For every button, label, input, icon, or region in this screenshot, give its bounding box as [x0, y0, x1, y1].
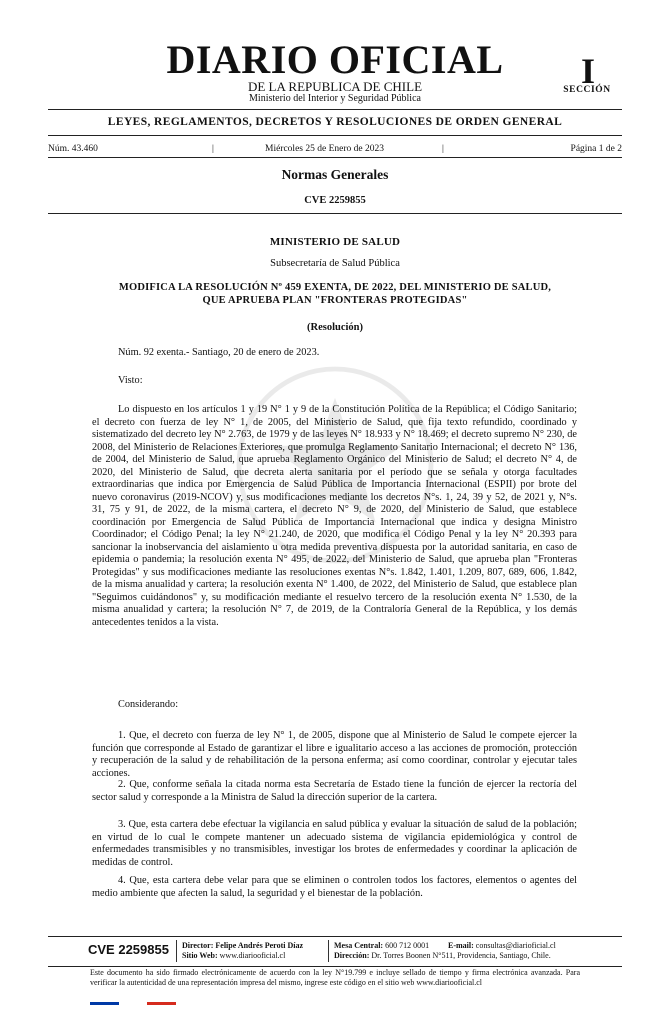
divider	[176, 940, 177, 962]
masthead-subtitle: DE LA REPUBLICA DE CHILE	[247, 79, 423, 94]
footer-cve: CVE 2259855	[88, 942, 169, 957]
address-label: Dirección:	[334, 951, 370, 960]
chile-flag-stripe	[90, 992, 176, 995]
email-label: E-mail:	[448, 941, 474, 950]
footer-email	[448, 941, 556, 951]
considerando-item: 2. Que, conforme señala la citada norma esta Secretaría de Estado tiene la función de ejercer la rectoría del sector salud y corresponde a la Ministra de Salud la dirección superior de la cartera.	[92, 779, 577, 803]
flag-blue	[90, 1002, 119, 1005]
divider	[48, 157, 622, 158]
section-number: I	[580, 51, 595, 91]
document-title: MODIFICA LA RESOLUCIÓN Nº 459 EXENTA, DE 2022, DEL MINISTERIO DE SALUD, QUE APRUEBA PLAN "FRONTERAS PROTEGIDAS"	[118, 282, 552, 306]
page-indicator: Página 1 de 2	[570, 144, 622, 154]
flag-white	[119, 1002, 147, 1005]
section-label: SECCIÓN	[563, 85, 611, 95]
footer-address	[334, 951, 551, 961]
footer-phone	[334, 941, 429, 951]
subsecretariat: Subsecretaría de Salud Pública	[270, 258, 400, 269]
considerando-item: 4. Que, esta cartera debe velar para que se eliminen o controlen todos los factores, elementos o agentes del medio ambiente que afecten la salud, la seguridad y el bienestar de la población.	[92, 875, 577, 899]
visto-body: Lo dispuesto en los artículos 1 y 19 N° 1 y 9 de la Constitución Política de la República; el Código Sanitario; el decreto con fuerza de ley N° 1, de 2005, del Ministerio de Salud, que fija texto refundido, coordinado y sistematizado del decreto ley N° 2.763, de 1979 y de las leyes N° 18.933 y N° 18.469; el decreto supremo N° 230, de 2008, del Ministerio de Relaciones Exteriores, que promulga Reglamento Sanitario Internacional; el decreto N° 136, de 2004, del Ministerio de Salud, que aprueba Reglamento Orgánico del Ministerio de Salud; el decreto N° 4, de 2020, del Ministerio de Salud, que decreta alerta sanitaria por el período que se señala y otorga facultades extraordinarias que indica por Emergencia de Salud Pública de Importancia Internacional (ESPII) por brote del nuevo coronavirus (2019-NCOV) y, sus modificaciones mediante los decretos N°s. 1, 24, 39 y 52, de 2021 y, N°s. 31, 75 y 91, de 2022, de la misma cartera, el decreto N° 9, de 2020, del Ministerio de Salud, que establece coordinación por Emergencia de Salud Pública de Importancia Internacional que indica y designa Ministro Coordinador; el Código Penal; la ley N° 21.240, de 2020, que modifica el Código Penal y la ley N° 20.393 para sancionar la inobservancia del aislamiento u otra medida preventiva dispuesta por la autoridad sanitaria, en caso de epidemia o pandemia; la resolución exenta N° 495, de 2022, del Ministerio de Salud, que aprueba plan "Fronteras Protegidas" y sus modificaciones mediante las resoluciones exentas N°s. 1.842, 1.401, 1.209, 807, 689, 606, 1.842, de la misma anualidad y cartera; la resolución exenta N° 1.400, de 2022, del Ministerio de Salud, que establece plan "Seguimos cuidándonos" y, su modificación mediante el resuelvo tercero de la resolución exenta N° 1.530, de la misma anualidad y cartera; la resolución N° 7, de 2019, de la Contraloría General de la República, y los demás antecedentes tenidos a la vista.	[92, 404, 577, 628]
divider	[48, 135, 622, 136]
cve-heading: CVE 2259855	[304, 195, 366, 206]
email-link[interactable]: consultas@diarioficial.cl	[475, 941, 556, 950]
footer-info	[48, 940, 622, 966]
considerando-item: 1. Que, el decreto con fuerza de ley N° 1, de 2005, dispone que al Ministerio de Salud le compete ejercer la función que corresponde al Estado de garantizar el libre e igualitario acceso a las acciones de promoción, protección y recuperación de la salud y de rehabilitación de la persona enferma; así como coordinar, controlar y ejecutar tales acciones.	[92, 730, 577, 779]
divider	[48, 109, 622, 110]
flag-red	[147, 1002, 176, 1005]
resolution-number-line: Núm. 92 exenta.- Santiago, 20 de enero de 2023.	[118, 347, 320, 358]
director-label: Director:	[182, 941, 214, 950]
address-value: Dr. Torres Boonen N°511, Providencia, Santiago, Chile.	[371, 951, 551, 960]
footer-signature-note: Este documento ha sido firmado electrónicamente de acuerdo con la ley N°19.799 e incluye sellado de tiempo y firma electrónica avanzada. Para verificar la autenticidad de una representación impresa del mismo, ingrese este código en el sitio web www.diariooficial.cl	[90, 968, 580, 987]
issue-number: Núm. 43.460	[48, 144, 98, 154]
laws-bar: LEYES, REGLAMENTOS, DECRETOS Y RESOLUCIONES DE ORDEN GENERAL	[107, 116, 563, 128]
visto-heading: Visto:	[118, 375, 143, 386]
ministry-heading: MINISTERIO DE SALUD	[269, 236, 401, 248]
phone-value: 600 712 0001	[385, 941, 430, 950]
divider	[328, 940, 329, 962]
separator: |	[212, 144, 214, 154]
web-label: Sitio Web:	[182, 951, 218, 960]
director-value: Felipe Andrés Peroti Díaz	[215, 941, 304, 950]
web-link[interactable]: www.diariooficial.cl	[219, 951, 286, 960]
divider	[48, 213, 622, 214]
issue-date: Miércoles 25 de Enero de 2023	[265, 144, 384, 154]
section-heading: Normas Generales	[281, 167, 389, 182]
masthead-ministry: Ministerio del Interior y Seguridad Pública	[249, 93, 421, 104]
phone-label: Mesa Central:	[334, 941, 384, 950]
footer-divider	[48, 966, 622, 967]
footer-director	[182, 941, 303, 951]
document-type: (Resolución)	[307, 322, 363, 333]
masthead-title: DIARIO OFICIAL	[166, 37, 504, 82]
considerando-item: 3. Que, esta cartera debe efectuar la vigilancia en salud pública y evaluar la situación de salud de la población; en virtud de lo cual le compete mantener un adecuado sistema de vigilancia epidemiológica y control de enfermedades transmisibles y no transmisibles, investigar los brotes de enfermedades y coordinar la aplicación de medidas de control.	[92, 819, 577, 868]
footer-divider	[48, 936, 622, 937]
footer-website	[182, 951, 285, 961]
considerando-heading: Considerando:	[118, 699, 179, 710]
separator: |	[442, 144, 444, 154]
